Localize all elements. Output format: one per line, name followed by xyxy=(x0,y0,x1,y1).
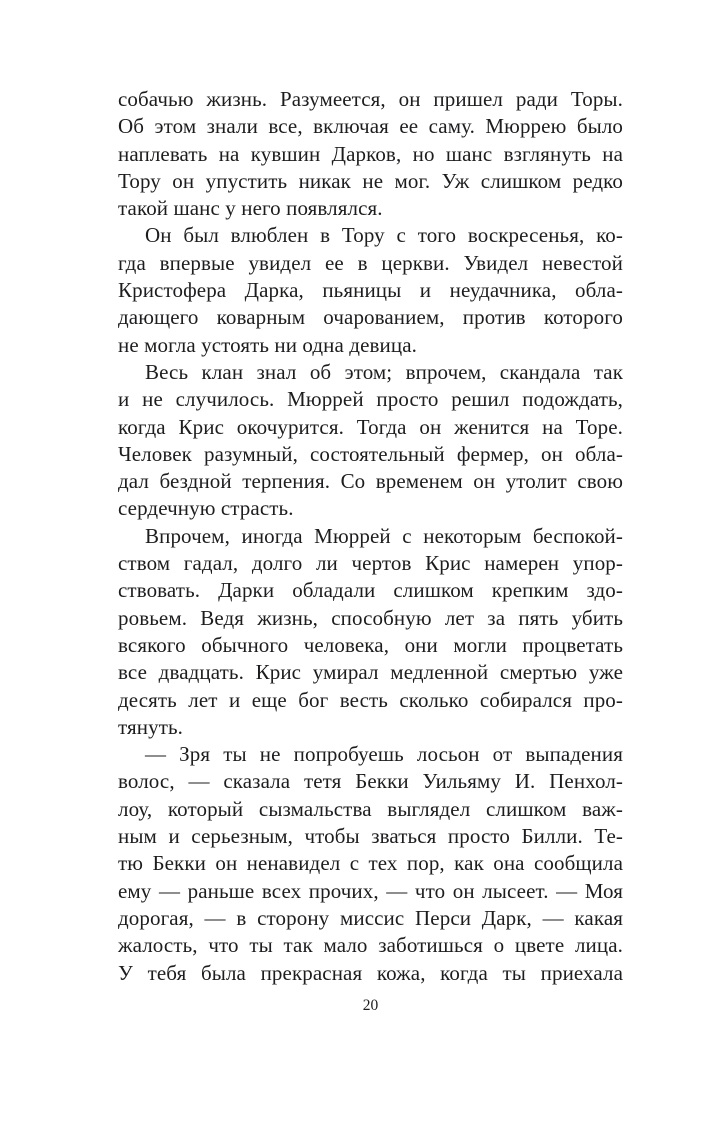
paragraph xyxy=(118,222,623,358)
text-line: Об этом знали все, включая ее саму. Мюррею было xyxy=(118,114,623,139)
text-line: собачью жизнь. Разумеется, он пришел ради Торы. xyxy=(118,87,623,111)
text-line: такой шанс у него появлялся. xyxy=(118,196,383,221)
text-line: У тебя была прекрасная кожа, когда ты приехала xyxy=(118,960,623,985)
page-number: 20 xyxy=(362,997,379,1014)
text-line: тю Бекки он ненавидел с тех пор, как она сообщила xyxy=(118,851,623,876)
text-line: ным и серьезным, чтобы зваться просто Билли. Те- xyxy=(118,824,623,849)
text-line: дающего коварным очарованием, против которого xyxy=(118,305,623,330)
text-line: всякого обычного человека, они могли процветать xyxy=(118,632,623,657)
text-line: Человек разумный, состоятельный фермер, он обла- xyxy=(118,441,623,466)
text-line: все двадцать. Крис умирал медленной смертью уже xyxy=(118,660,623,685)
text-line: гда впервые увидел ее в церкви. Увидел невестой xyxy=(118,250,623,275)
text-line: Весь клан знал об этом; впрочем, скандала так xyxy=(145,359,623,384)
text-line: тянуть. xyxy=(118,714,184,739)
text-line: Кристофера Дарка, пьяницы и неудачника, обла- xyxy=(118,278,623,303)
text-line: десять лет и еще бог весть сколько собирался про- xyxy=(118,687,623,712)
text-line: ством гадал, долго ли чертов Крис намерен упор- xyxy=(118,551,623,576)
text-line: волос, — сказала тетя Бекки Уильяму И. Пенхол- xyxy=(118,769,623,794)
paragraph xyxy=(118,359,623,523)
text-line: не могла устоять ни одна девица. xyxy=(118,332,417,357)
paragraph xyxy=(118,741,623,987)
text-line: ствовать. Дарки обладали слишком крепким здо- xyxy=(118,578,623,603)
text-block xyxy=(118,86,623,987)
text-line: — Зря ты не попробуешь лосьон от выпадения xyxy=(145,742,623,767)
text-line: наплевать на кувшин Дарков, но шанс взглянуть на xyxy=(118,141,623,166)
text-line: когда Крис окочурится. Тогда он женится на Торе. xyxy=(118,414,623,439)
text-line: Тору он упустить никак не мог. Уж слишком редко xyxy=(118,168,623,193)
paragraph xyxy=(118,86,623,222)
text-line: ровьем. Ведя жизнь, способную лет за пять убить xyxy=(118,605,623,630)
text-line: Впрочем, иногда Мюррей с некоторым беспокой- xyxy=(145,523,623,548)
text-line: ему — раньше всех прочих, — что он лысеет. — Моя xyxy=(118,878,623,903)
text-line: лоу, который сызмальства выглядел слишком важ- xyxy=(118,796,623,821)
text-line: сердечную страсть. xyxy=(118,496,294,521)
text-line: и не случилось. Мюррей просто решил подождать, xyxy=(118,387,623,412)
paragraph xyxy=(118,523,623,741)
text-line: Он был влюблен в Тору с того воскресенья, ко- xyxy=(145,223,623,248)
text-line: дал бездной терпения. Со временем он утолит свою xyxy=(118,469,623,494)
text-line: дорогая, — в сторону миссис Перси Дарк, — какая xyxy=(118,905,623,930)
text-line: жалость, что ты так мало заботишься о цвете лица. xyxy=(118,933,623,958)
